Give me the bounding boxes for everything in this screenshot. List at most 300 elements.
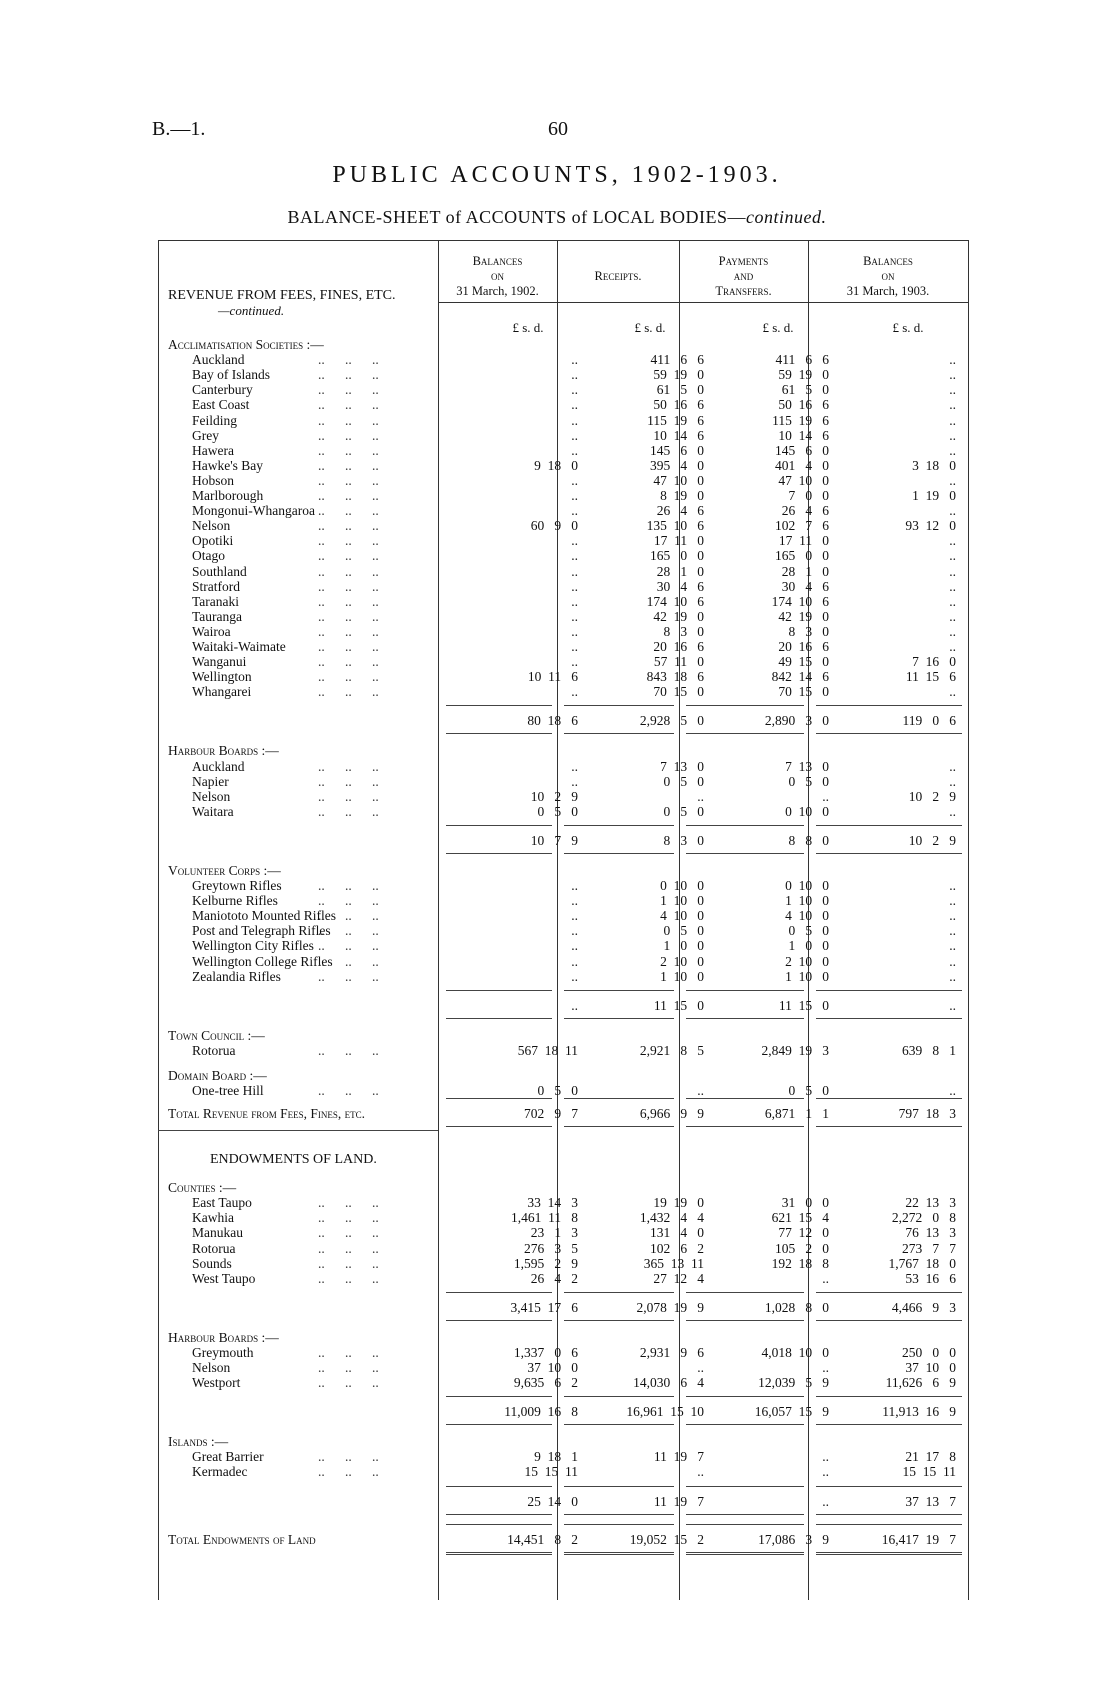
subtotal-rule (446, 705, 552, 706)
amount-c2: 365 13 11 (643, 1255, 704, 1271)
section-revenue-title: REVENUE FROM FEES, FINES, ETC. (168, 288, 396, 303)
subtotal-rule (686, 705, 804, 706)
amount-c3: 1 10 0 (785, 893, 829, 909)
leader-dots: .. .. .. (318, 412, 379, 428)
currency-header: £ s. d. (512, 320, 544, 335)
leader-dots: .. .. .. (318, 578, 379, 594)
table-row (158, 533, 968, 548)
amount-c1: .. (571, 548, 578, 564)
table-row (158, 1195, 968, 1210)
table-row (158, 352, 968, 367)
group-heading (158, 1068, 968, 1083)
amount-c4: .. (949, 503, 956, 519)
subtotal-rule (686, 1126, 804, 1127)
amount-c2: .. (697, 1464, 704, 1480)
leader-dots: .. .. .. (318, 1240, 379, 1256)
table-row (158, 684, 968, 699)
subtotal-rule (686, 733, 804, 734)
amount-c2: 19,052 15 2 (629, 1531, 704, 1547)
table-row (158, 1345, 968, 1360)
amount-c2: 28 1 0 (656, 563, 704, 579)
amount-c3: 2,890 3 0 (764, 713, 829, 729)
amount-c4: .. (949, 397, 956, 413)
section-heading (158, 1152, 968, 1167)
amount-c1: 567 18 11 (517, 1042, 578, 1058)
amount-c4: .. (949, 997, 956, 1013)
subtotal-rule (686, 1514, 804, 1515)
amount-c3: .. (822, 1270, 829, 1286)
row-label: Great Barrier (192, 1449, 264, 1465)
amount-c2: 61 5 0 (656, 382, 704, 398)
leader-dots: .. .. .. (318, 518, 379, 534)
subtotal-row (158, 1494, 968, 1509)
amount-c2: 1 0 0 (663, 938, 704, 954)
page-number: 60 (548, 118, 568, 140)
leader-dots: .. .. .. (318, 788, 379, 804)
amount-c4: .. (949, 908, 956, 924)
amount-c2: 4 10 0 (660, 908, 704, 924)
amount-c2: 11 19 7 (653, 1449, 704, 1465)
amount-c2: 20 16 6 (653, 639, 704, 654)
table-row (158, 594, 968, 609)
table-row (158, 878, 968, 893)
amount-c4: 21 17 8 (905, 1449, 956, 1465)
row-label: West Taupo (192, 1270, 256, 1286)
row-label: Otago (192, 548, 225, 564)
row-label: Greymouth (192, 1344, 254, 1360)
page-reference: B.—1. (152, 118, 206, 140)
amount-c1: 702 9 7 (524, 1106, 578, 1122)
subtotal-rule (446, 853, 552, 854)
amount-c3: 17 11 0 (778, 533, 829, 549)
amount-c2: 11 15 0 (653, 997, 704, 1013)
row-label: Stratford (192, 578, 240, 594)
subtotal-rule (446, 733, 552, 734)
table-row (158, 1241, 968, 1256)
amount-c4: .. (949, 968, 956, 984)
subtotal-rule (446, 1098, 552, 1099)
leader-dots: .. .. .. (318, 1449, 379, 1465)
group-heading (158, 863, 968, 878)
row-label: Hawera (192, 442, 234, 458)
amount-c3: .. (822, 1449, 829, 1465)
subtotal-rule (816, 1292, 962, 1293)
subtotal-rule (564, 1320, 674, 1321)
row-label: Town Council :— (168, 1027, 265, 1043)
amount-c2: 19 19 0 (653, 1195, 704, 1211)
amount-c1: 1,595 2 9 (513, 1255, 578, 1271)
leader-dots: .. .. .. (318, 1360, 379, 1375)
leader-dots: .. .. .. (318, 968, 379, 984)
leader-dots: .. .. .. (318, 1464, 379, 1480)
amount-c2: 26 4 6 (656, 503, 704, 519)
header-line: 31 March, 1902. (456, 284, 539, 298)
amount-c1: .. (571, 412, 578, 428)
leader-dots: .. .. .. (318, 367, 379, 383)
leader-dots: .. .. .. (318, 773, 379, 789)
subtotal-rule (816, 1524, 962, 1525)
subtotal-rule (446, 990, 552, 991)
amount-c1: .. (571, 938, 578, 954)
row-label: Waitara (192, 803, 234, 819)
amount-c1: .. (571, 923, 578, 939)
amount-c2: 1,432 4 4 (639, 1210, 704, 1226)
subtotal-rule (564, 1292, 674, 1293)
leader-dots: .. .. .. (318, 893, 379, 909)
table-row (158, 548, 968, 563)
amount-c1: 11,009 16 8 (504, 1404, 578, 1420)
amount-c2: 59 19 0 (653, 367, 704, 383)
amount-c1: 9 18 0 (534, 457, 578, 473)
group-heading (158, 1330, 968, 1345)
row-label: ENDOWMENTS OF LAND. (210, 1152, 377, 1168)
amount-c2: 2 10 0 (660, 953, 704, 969)
amount-c1: .. (571, 367, 578, 383)
amount-c1: .. (571, 968, 578, 984)
amount-c4: 53 16 6 (905, 1270, 956, 1286)
amount-c1: .. (571, 758, 578, 774)
amount-c3: 17,086 3 9 (758, 1531, 829, 1547)
amount-c4: 797 18 3 (898, 1106, 956, 1122)
section-rule (158, 1130, 438, 1131)
amount-c3: 28 1 0 (781, 563, 829, 579)
table-row (158, 1210, 968, 1225)
amount-c1: .. (571, 639, 578, 654)
amount-c1: .. (571, 623, 578, 639)
amount-c2: 1 10 0 (660, 893, 704, 909)
amount-c3: 26 4 6 (781, 503, 829, 519)
table-row (158, 564, 968, 579)
total-row (158, 1532, 968, 1547)
table-row (158, 518, 968, 533)
row-label: Manukau (192, 1225, 243, 1241)
row-label: Wairoa (192, 623, 231, 639)
amount-c2: 0 5 0 (663, 803, 704, 819)
amount-c1: .. (571, 442, 578, 458)
subtotal-rule (564, 733, 674, 734)
subtotal-rule (686, 1396, 804, 1397)
amount-c1: .. (571, 503, 578, 519)
amount-c4: 273 7 7 (902, 1240, 956, 1256)
amount-c4: .. (949, 563, 956, 579)
row-label: Domain Board :— (168, 1067, 267, 1083)
amount-c4: 22 13 3 (905, 1195, 956, 1211)
amount-c3: 11 15 0 (778, 997, 829, 1013)
header-balances-1903 (808, 254, 968, 299)
amount-c4: .. (949, 548, 956, 564)
subtotal-rule (816, 1552, 962, 1555)
subtotal-rule (816, 1098, 962, 1099)
amount-c2: 30 4 6 (656, 578, 704, 594)
header-line: and (733, 269, 754, 283)
leader-dots: .. .. .. (318, 684, 379, 700)
amount-c1: .. (571, 684, 578, 700)
amount-c4: 639 8 1 (902, 1042, 956, 1058)
row-label: Counties :— (168, 1180, 237, 1196)
amount-c2: 2,921 8 5 (639, 1042, 704, 1058)
table-top-rule (158, 240, 968, 241)
amount-c1: .. (571, 533, 578, 549)
amount-c1: 80 18 6 (527, 713, 578, 729)
amount-c3: 16,057 15 9 (754, 1404, 829, 1420)
amount-c1: 25 14 0 (527, 1493, 578, 1509)
amount-c1: 23 1 3 (530, 1225, 578, 1241)
balance-sheet-table (158, 240, 968, 1600)
table-row (158, 473, 968, 488)
leader-dots: .. .. .. (318, 548, 379, 564)
table-row (158, 382, 968, 397)
amount-c2: 16,961 15 10 (626, 1404, 704, 1420)
row-label: Southland (192, 563, 247, 579)
amount-c4: 93 12 0 (905, 518, 956, 534)
row-label: Harbour Boards :— (168, 1329, 279, 1345)
amount-c1: .. (571, 563, 578, 579)
amount-c1: 10 11 6 (527, 669, 578, 685)
subtotal-rule (446, 1424, 552, 1425)
table-row (158, 1225, 968, 1240)
leader-dots: .. .. .. (318, 608, 379, 624)
amount-c1: 1,461 11 8 (511, 1210, 578, 1226)
amount-c3: 1 10 0 (785, 968, 829, 984)
row-label: Canterbury (192, 382, 253, 398)
amount-c2: 70 15 0 (653, 684, 704, 700)
table-row (158, 669, 968, 684)
amount-c2: 135 10 6 (646, 518, 704, 534)
amount-c3: 7 13 0 (785, 758, 829, 774)
amount-c2: 2,931 9 6 (639, 1344, 704, 1360)
subtotal-rule (686, 1292, 804, 1293)
amount-c1: 10 7 9 (530, 832, 578, 848)
amount-c4: 3 18 0 (912, 457, 956, 473)
amount-c4: .. (949, 472, 956, 488)
group-heading (158, 1434, 968, 1449)
amount-c3: 1,028 8 0 (764, 1299, 829, 1315)
amount-c3: 2,849 19 3 (761, 1042, 829, 1058)
row-label: Hobson (192, 472, 235, 488)
amount-c3: 30 4 6 (781, 578, 829, 594)
leader-dots: .. .. .. (318, 352, 379, 368)
amount-c2: .. (697, 1083, 704, 1098)
amount-c4: 250 0 0 (902, 1344, 956, 1360)
amount-c3: 174 10 6 (771, 593, 829, 609)
row-label: East Coast (192, 397, 250, 413)
amount-c1: .. (571, 608, 578, 624)
amount-c3: 6,871 1 1 (764, 1106, 829, 1122)
header-line: Receipts. (594, 269, 642, 283)
header-line: on (491, 269, 504, 283)
table-row (158, 458, 968, 473)
amount-c1: .. (571, 578, 578, 594)
subtitle-continued: continued. (746, 207, 827, 227)
table-row (158, 443, 968, 458)
amount-c1: 60 9 0 (530, 518, 578, 534)
row-label: Nelson (192, 1360, 231, 1375)
amount-c4: .. (949, 623, 956, 639)
amount-c2: 57 11 0 (653, 654, 704, 670)
amount-c3: 20 16 6 (778, 639, 829, 654)
amount-c3: 8 3 0 (788, 623, 829, 639)
subtotal-rule (564, 705, 674, 706)
amount-c4: 2,272 0 8 (891, 1210, 956, 1226)
amount-c4: .. (949, 412, 956, 428)
row-label: Post and Telegraph Rifles (192, 923, 331, 939)
amount-c2: 102 6 2 (650, 1240, 704, 1256)
row-label: Marlborough (192, 488, 264, 503)
amount-c1: 37 10 0 (527, 1360, 578, 1375)
amount-c2: 50 16 6 (653, 397, 704, 413)
amount-c4: .. (949, 593, 956, 609)
amount-c2: 411 6 6 (650, 352, 704, 368)
amount-c1: .. (571, 352, 578, 368)
amount-c1: 10 2 9 (530, 788, 578, 804)
row-label: Wellington City Rifles (192, 938, 314, 954)
leader-dots: .. .. .. (318, 382, 379, 398)
amount-c3: 1 0 0 (788, 938, 829, 954)
currency-header: £ s. d. (762, 320, 794, 335)
table-row (158, 367, 968, 382)
amount-c4: .. (949, 878, 956, 893)
amount-c1: 9,635 6 2 (513, 1375, 578, 1391)
amount-c4: .. (949, 803, 956, 819)
amount-c2: 14,030 6 4 (633, 1375, 704, 1391)
leader-dots: .. .. .. (318, 1225, 379, 1241)
subtotal-rule (816, 853, 962, 854)
subtotal-rule (686, 1098, 804, 1099)
leader-dots: .. .. .. (318, 878, 379, 893)
subtotal-rule (816, 825, 962, 826)
amount-c3: 102 7 6 (775, 518, 829, 534)
group-heading (158, 743, 968, 758)
row-label: Total Endowments of Land (168, 1531, 316, 1547)
header-line: Transfers. (715, 284, 772, 298)
row-label: Sounds (192, 1255, 232, 1271)
amount-c2: 843 18 6 (646, 669, 704, 685)
leader-dots: .. .. .. (318, 758, 379, 774)
amount-c1: 9 18 1 (534, 1449, 578, 1465)
table-row (158, 639, 968, 654)
leader-dots: .. .. .. (318, 533, 379, 549)
amount-c4: 11,626 6 9 (885, 1375, 956, 1391)
row-label: Kawhia (192, 1210, 234, 1226)
total-row (158, 1106, 968, 1121)
leader-dots: .. .. .. (318, 654, 379, 670)
amount-c1: 15 15 11 (524, 1464, 578, 1480)
amount-c1: .. (571, 397, 578, 413)
amount-c3: 12,039 5 9 (758, 1375, 829, 1391)
amount-c2: 8 3 0 (663, 832, 704, 848)
leader-dots: .. .. .. (318, 1344, 379, 1360)
amount-c4: 1 19 0 (912, 488, 956, 503)
amount-c3: 59 19 0 (778, 367, 829, 383)
amount-c3: 115 19 6 (772, 412, 829, 428)
table-row (158, 923, 968, 938)
subtotal-rule (816, 1320, 962, 1321)
amount-c3: 842 14 6 (771, 669, 829, 685)
row-label: Kelburne Rifles (192, 893, 278, 909)
amount-c1: 0 5 0 (537, 803, 578, 819)
group-heading (158, 1028, 968, 1043)
subtotal-rule (686, 1018, 804, 1019)
leader-dots: .. .. .. (318, 938, 379, 954)
table-row (158, 1449, 968, 1464)
amount-c3: 47 10 0 (778, 472, 829, 488)
amount-c4: .. (949, 608, 956, 624)
subtotal-rule (816, 1396, 962, 1397)
leader-dots: .. .. .. (318, 1195, 379, 1211)
amount-c2: 174 10 6 (646, 593, 704, 609)
row-label: Kermadec (192, 1464, 248, 1480)
row-label: Zealandia Rifles (192, 968, 281, 984)
amount-c2: 1 10 0 (660, 968, 704, 984)
amount-c1: 1,337 0 6 (513, 1344, 578, 1360)
row-label: Greytown Rifles (192, 878, 282, 893)
amount-c4: 11,913 16 9 (882, 1404, 956, 1420)
row-label: Feilding (192, 412, 238, 428)
amount-c1: .. (571, 953, 578, 969)
table-row (158, 789, 968, 804)
table-row (158, 397, 968, 412)
subtotal-rule (446, 1292, 552, 1293)
amount-c3: 31 0 0 (781, 1195, 829, 1211)
table-row (158, 413, 968, 428)
row-label: Nelson (192, 518, 231, 534)
group-heading (158, 337, 968, 352)
amount-c2: .. (697, 1360, 704, 1375)
subtotal-rule (686, 1320, 804, 1321)
subtotal-rule (816, 990, 962, 991)
subtotal-rule (446, 1514, 552, 1515)
leader-dots: .. .. .. (318, 503, 379, 519)
amount-c3: 401 4 0 (775, 457, 829, 473)
subtotal-rule (816, 705, 962, 706)
amount-c1: .. (571, 997, 578, 1013)
subtotal-rule (686, 825, 804, 826)
amount-c3: 50 16 6 (778, 397, 829, 413)
subtotal-row (158, 1404, 968, 1419)
amount-c1: 0 5 0 (537, 1083, 578, 1098)
header-payments (679, 254, 808, 299)
table-row (158, 804, 968, 819)
amount-c4: 119 0 6 (902, 713, 956, 729)
table-row (158, 609, 968, 624)
amount-c4: .. (949, 578, 956, 594)
subtitle-main: BALANCE-SHEET of ACCOUNTS of LOCAL BODIES— (287, 207, 747, 227)
table-border-right (968, 240, 969, 1600)
row-label: Waitaki-Waimate (192, 639, 286, 654)
row-label: Auckland (192, 758, 245, 774)
leader-dots: .. .. .. (318, 1083, 379, 1098)
subtotal-rule (564, 1018, 674, 1019)
subtotal-rule (446, 1524, 552, 1525)
table-row (158, 1256, 968, 1271)
amount-c1: .. (571, 472, 578, 488)
amount-c1: .. (571, 893, 578, 909)
table-row (158, 1360, 968, 1375)
amount-c2: 165 0 0 (650, 548, 704, 564)
amount-c3: 0 10 0 (785, 803, 829, 819)
table-row (158, 428, 968, 443)
amount-c1: .. (571, 427, 578, 443)
amount-c2: 2,078 19 9 (636, 1299, 704, 1315)
amount-c1: 33 14 3 (527, 1195, 578, 1211)
amount-c4: .. (949, 1083, 956, 1098)
header-line: Balances (472, 254, 523, 268)
amount-c3: 4,018 10 0 (761, 1344, 829, 1360)
amount-c3: 0 5 0 (788, 773, 829, 789)
subtotal-rule (686, 990, 804, 991)
subtotal-rule (816, 733, 962, 734)
amount-c4: .. (949, 442, 956, 458)
